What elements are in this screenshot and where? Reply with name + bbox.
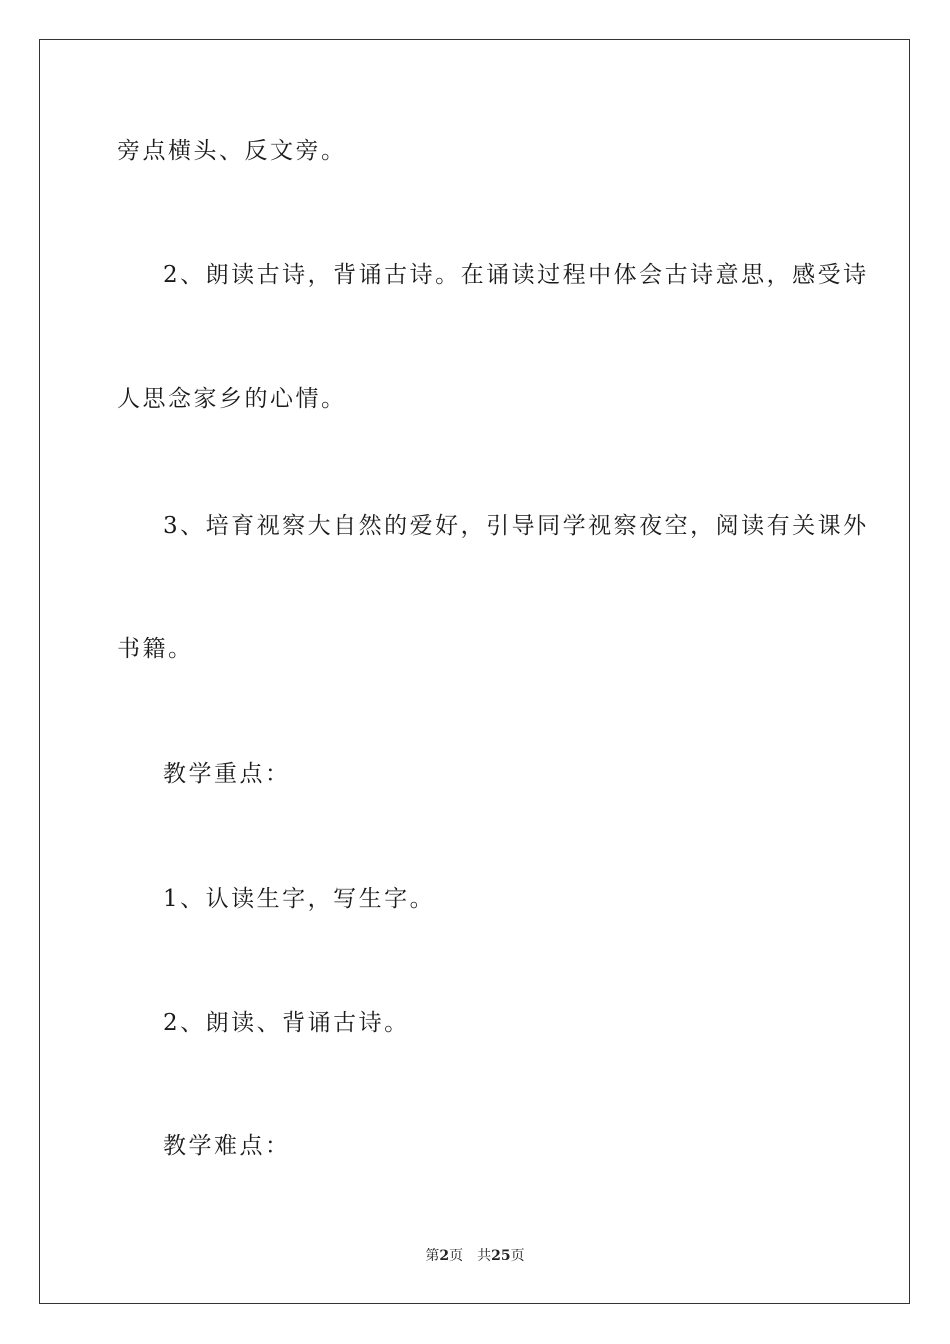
body-line-7: 1、认读生字，写生字。 — [163, 886, 436, 912]
footer-page-suffix: 页 — [449, 1248, 464, 1264]
page-footer — [0, 1247, 950, 1265]
section-heading-key-points: 教学重点： — [163, 761, 291, 787]
footer-page-number: 2 — [439, 1248, 450, 1264]
section-heading-difficulties: 教学难点： — [163, 1133, 291, 1159]
body-line-2: 2、朗读古诗，背诵古诗。在诵读过程中体会古诗意思，感受诗 — [163, 262, 869, 288]
footer-page-prefix: 第 — [425, 1248, 440, 1264]
body-line-4: 3、培育视察大自然的爱好，引导同学视察夜空，阅读有关课外 — [163, 513, 869, 539]
body-line-1: 旁点横头、反文旁。 — [117, 138, 347, 164]
footer-total-pages: 25 — [491, 1248, 511, 1264]
body-line-5: 书籍。 — [117, 636, 194, 662]
footer-total-suffix: 页 — [510, 1248, 525, 1264]
footer-total-prefix: 共 — [477, 1248, 492, 1264]
body-line-3: 人思念家乡的心情。 — [117, 386, 347, 412]
body-line-8: 2、朗读、背诵古诗。 — [163, 1010, 410, 1036]
page-frame — [39, 39, 910, 1304]
